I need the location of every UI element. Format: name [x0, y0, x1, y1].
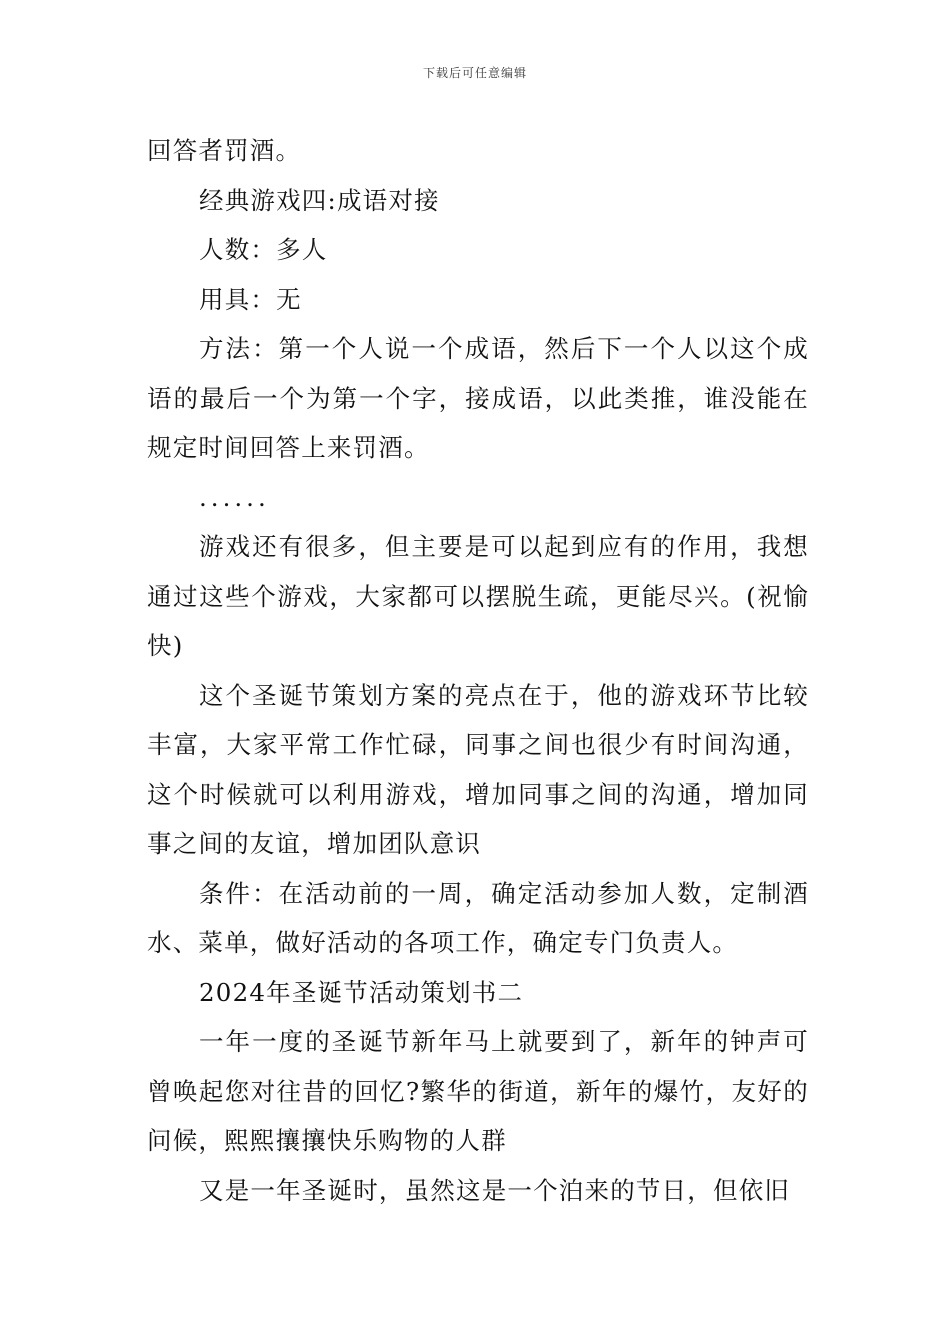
- paragraph-answer-penalty: 回答者罚酒。: [147, 136, 302, 165]
- paragraph-highlights: 这个圣诞节策划方案的亮点在于，他的游戏环节比较丰富，大家平常工作忙碌，同事之间也很少有时间沟通，这个时候就可以利用游戏，增加同事之间的沟通，增加同事之间的友谊，增加团队意识: [147, 680, 809, 858]
- paragraph-new-year: 一年一度的圣诞节新年马上就要到了，新年的钟声可曾唤起您对往昔的回忆?繁华的街道，新年的爆竹，友好的问候，熙熙攘攘快乐购物的人群: [147, 1027, 809, 1155]
- page-header: 下载后可任意编辑: [422, 66, 527, 80]
- paragraph-method: 方法：第一个人说一个成语，然后下一个人以这个成语的最后一个为第一个字，接成语，以此类推，谁没能在规定时间回答上来罚酒。: [147, 334, 809, 462]
- heading-classic-game-four: 经典游戏四:成语对接: [199, 185, 440, 215]
- section-title-plan-two: 2024年圣诞节活动策划书二: [199, 977, 524, 1007]
- paragraph-players: 人数：多人: [199, 235, 328, 264]
- ellipsis-line: ......: [199, 482, 270, 512]
- paragraph-equipment: 用具：无: [199, 284, 302, 314]
- paragraph-more-games: 游戏还有很多，但主要是可以起到应有的作用，我想通过这些个游戏，大家都可以摆脱生疏，更能尽兴。(祝愉快): [147, 532, 809, 660]
- document-body: [147, 126, 809, 1215]
- paragraph-christmas-again: 又是一年圣诞时，虽然这是一个泊来的节日，但依旧: [199, 1175, 791, 1205]
- paragraph-conditions: 条件：在活动前的一周，确定活动参加人数，定制酒水、菜单，做好活动的各项工作，确定专门负责人。: [147, 878, 809, 957]
